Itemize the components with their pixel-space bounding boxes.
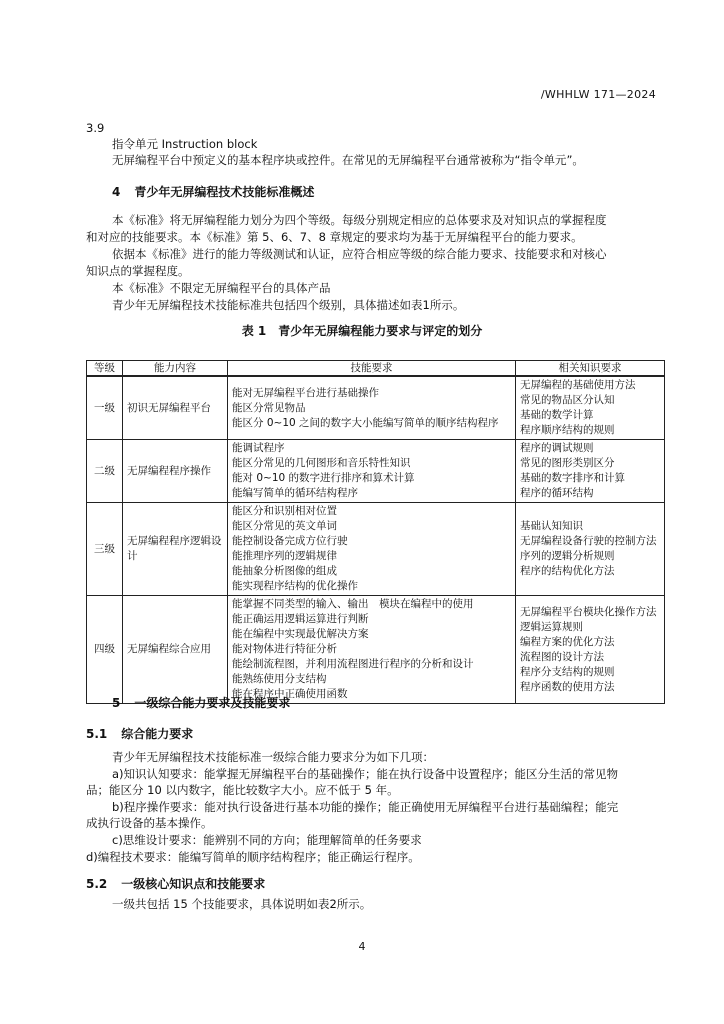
skill-item: 能掌握不同类型的输入、输出 模块在编程中的使用 bbox=[232, 598, 474, 610]
skill-item: 能区分 0~10 之间的数字大小能编写简单的顺序结构程序 bbox=[232, 416, 499, 429]
sec4-paragraph-1-line-1: 本《标准》将无屏编程能力划分为四个等级。每级分别规定相应的总体要求及对知识点的掌握程度 bbox=[112, 213, 607, 227]
row-ability: 无屏编程程序逻辑设计 bbox=[123, 503, 228, 596]
knowledge-item: 无屏编程的基础使用方法 bbox=[520, 379, 636, 391]
header-skills: 技能要求 bbox=[228, 361, 516, 377]
section-4-heading bbox=[112, 183, 314, 200]
section-5-heading bbox=[112, 694, 290, 711]
knowledge-item: 逻辑运算规则 bbox=[520, 620, 583, 633]
row-ability: 无屏编程程序操作 bbox=[123, 440, 228, 503]
section-3-9-number: 3.9 bbox=[86, 121, 105, 135]
row-ability: 无屏编程综合应用 bbox=[123, 596, 228, 704]
section-5-title: 一级综合能力要求及技能要求 bbox=[134, 696, 291, 710]
knowledge-item: 程序的调试规则 bbox=[520, 442, 594, 454]
table-1 bbox=[86, 360, 665, 704]
sec52-paragraph: 一级共包括 15 个技能要求，具体说明如表2所示。 bbox=[112, 897, 372, 911]
knowledge-item: 编程方案的优化方法 bbox=[520, 635, 615, 648]
section-5-2-title: 一级核心知识点和技能要求 bbox=[121, 877, 266, 891]
knowledge-item: 常见的图形类别区分 bbox=[520, 457, 615, 469]
skill-item: 能抽象分析图像的组成 bbox=[232, 565, 337, 577]
term-instruction-block: 指令单元 Instruction block bbox=[112, 137, 258, 151]
row-knowledge bbox=[516, 376, 665, 440]
section-5-1-title: 综合能力要求 bbox=[121, 727, 194, 741]
header-knowledge: 相关知识要求 bbox=[516, 361, 665, 377]
sec51-item-b-line-1: b)程序操作要求：能对执行设备进行基本功能的操作；能正确使用无屏编程平台进行基础编程；能完 bbox=[112, 800, 619, 814]
knowledge-item: 流程图的设计方法 bbox=[520, 650, 604, 663]
skill-item: 能控制设备完成方位行驶 bbox=[232, 535, 348, 547]
sec51-item-c: c)思维设计要求：能辨别不同的方向；能理解简单的任务要求 bbox=[112, 833, 422, 847]
knowledge-item: 程序顺序结构的规则 bbox=[520, 424, 615, 436]
knowledge-item: 程序的结构优化方法 bbox=[520, 565, 615, 577]
skill-item: 能熟练使用分支结构 bbox=[232, 673, 327, 685]
sec4-paragraph-2-line-1: 依据本《标准》进行的能力等级测试和认证，应符合相应等级的综合能力要求、技能要求和对核心 bbox=[112, 247, 607, 261]
skill-item: 能实现程序结构的优化操作 bbox=[232, 580, 358, 592]
sec4-paragraph-1-line-2: 和对应的技能要求。本《标准》第 5、6、7、8 章规定的要求均为基于无屏编程平台的能力要求。 bbox=[86, 230, 583, 244]
section-5-number: 5 bbox=[112, 696, 121, 710]
sec51-item-b-line-2: 成执行设备的基本操作。 bbox=[86, 816, 213, 830]
knowledge-item: 基础认知知识 bbox=[520, 520, 583, 532]
section-4-title: 青少年无屏编程技术技能标准概述 bbox=[134, 185, 315, 199]
sec4-paragraph-4: 青少年无屏编程技术技能标准共包括四个级别，具体描述如表1所示。 bbox=[112, 298, 465, 312]
section-5-1-heading bbox=[86, 725, 193, 742]
page-number: 4 bbox=[358, 940, 366, 953]
sec4-paragraph-2-line-2: 知识点的掌握程度。 bbox=[86, 264, 190, 278]
table-row bbox=[87, 440, 665, 503]
header-ability: 能力内容 bbox=[123, 361, 228, 377]
sec51-item-d: d)编程技术要求：能编写简单的顺序结构程序；能正确运行程序。 bbox=[86, 850, 420, 864]
table-header-row bbox=[87, 361, 665, 377]
table-row bbox=[87, 503, 665, 596]
sec51-item-a-line-1: a)知识认知要求：能掌握无屏编程平台的基础操作；能在执行设备中设置程序；能区分生活的常见物 bbox=[112, 767, 619, 781]
skill-item: 能区分常见的几何图形和音乐特性知识 bbox=[232, 457, 411, 469]
knowledge-item: 程序的循环结构 bbox=[520, 487, 594, 499]
knowledge-item: 基础的数学计算 bbox=[520, 409, 594, 421]
skill-item: 能调试程序 bbox=[232, 442, 285, 454]
knowledge-item: 无屏编程设备行驶的控制方法 bbox=[520, 535, 657, 547]
knowledge-item: 常见的物品区分认知 bbox=[520, 394, 615, 406]
sec51-intro: 青少年无屏编程技术技能标准一级综合能力要求分为如下几项： bbox=[112, 750, 434, 764]
sec4-paragraph-3: 本《标准》不限定无屏编程平台的具体产品 bbox=[112, 281, 331, 295]
skill-item: 能正确运用逻辑运算进行判断 bbox=[232, 613, 369, 625]
header-level: 等级 bbox=[87, 361, 123, 377]
row-ability: 初识无屏编程平台 bbox=[123, 376, 228, 440]
skill-item: 能区分常见的英文单词 bbox=[232, 520, 337, 532]
row-level: 三级 bbox=[87, 503, 123, 596]
skill-item: 能在程序中正确使用函数 bbox=[232, 688, 348, 700]
knowledge-item: 程序分支结构的规则 bbox=[520, 665, 615, 678]
knowledge-item: 程序函数的使用方法 bbox=[520, 680, 615, 693]
knowledge-item: 无屏编程平台模块化操作方法 bbox=[520, 605, 657, 618]
section-5-1-number: 5.1 bbox=[86, 727, 108, 741]
skill-item: 能对无屏编程平台进行基础操作 bbox=[232, 386, 379, 399]
row-skills bbox=[228, 596, 516, 704]
skill-item: 能推理序列的逻辑规律 bbox=[232, 550, 337, 562]
skill-item: 能对 0~10 的数字进行排序和算术计算 bbox=[232, 472, 415, 484]
row-level: 一级 bbox=[87, 376, 123, 440]
sec51-item-a-line-2: 品；能区分 10 以内数字，能比较数字大小。应不低于 5 年。 bbox=[86, 783, 399, 797]
skill-item: 能在编程中实现最优解决方案 bbox=[232, 628, 369, 640]
section-5-2-number: 5.2 bbox=[86, 877, 108, 891]
section-5-2-heading bbox=[86, 875, 265, 892]
document-id: /WHHLW 171—2024 bbox=[540, 88, 656, 101]
row-skills bbox=[228, 440, 516, 503]
term-definition: 无屏编程平台中预定义的基本程序块或控件。在常见的无屏编程平台通常被称为“指令单元”。 bbox=[112, 153, 584, 167]
knowledge-item: 序列的逻辑分析规则 bbox=[520, 550, 615, 562]
row-skills bbox=[228, 503, 516, 596]
skill-item: 能编写简单的循环结构程序 bbox=[232, 487, 358, 499]
skill-item: 能区分常见物品 bbox=[232, 401, 306, 414]
row-knowledge bbox=[516, 503, 665, 596]
row-level: 二级 bbox=[87, 440, 123, 503]
row-knowledge bbox=[516, 440, 665, 503]
row-knowledge bbox=[516, 596, 665, 704]
skill-item: 能绘制流程图，并利用流程图进行程序的分析和设计 bbox=[232, 658, 474, 670]
row-level: 四级 bbox=[87, 596, 123, 704]
row-skills bbox=[228, 376, 516, 440]
knowledge-item: 基础的数字排序和计算 bbox=[520, 472, 625, 484]
table-row bbox=[87, 596, 665, 704]
section-4-number: 4 bbox=[112, 185, 121, 199]
skill-item: 能区分和识别相对位置 bbox=[232, 505, 337, 517]
table-1-caption: 表 1 青少年无屏编程能力要求与评定的划分 bbox=[241, 324, 483, 338]
table-row bbox=[87, 376, 665, 440]
skill-item: 能对物体进行特征分析 bbox=[232, 643, 337, 655]
